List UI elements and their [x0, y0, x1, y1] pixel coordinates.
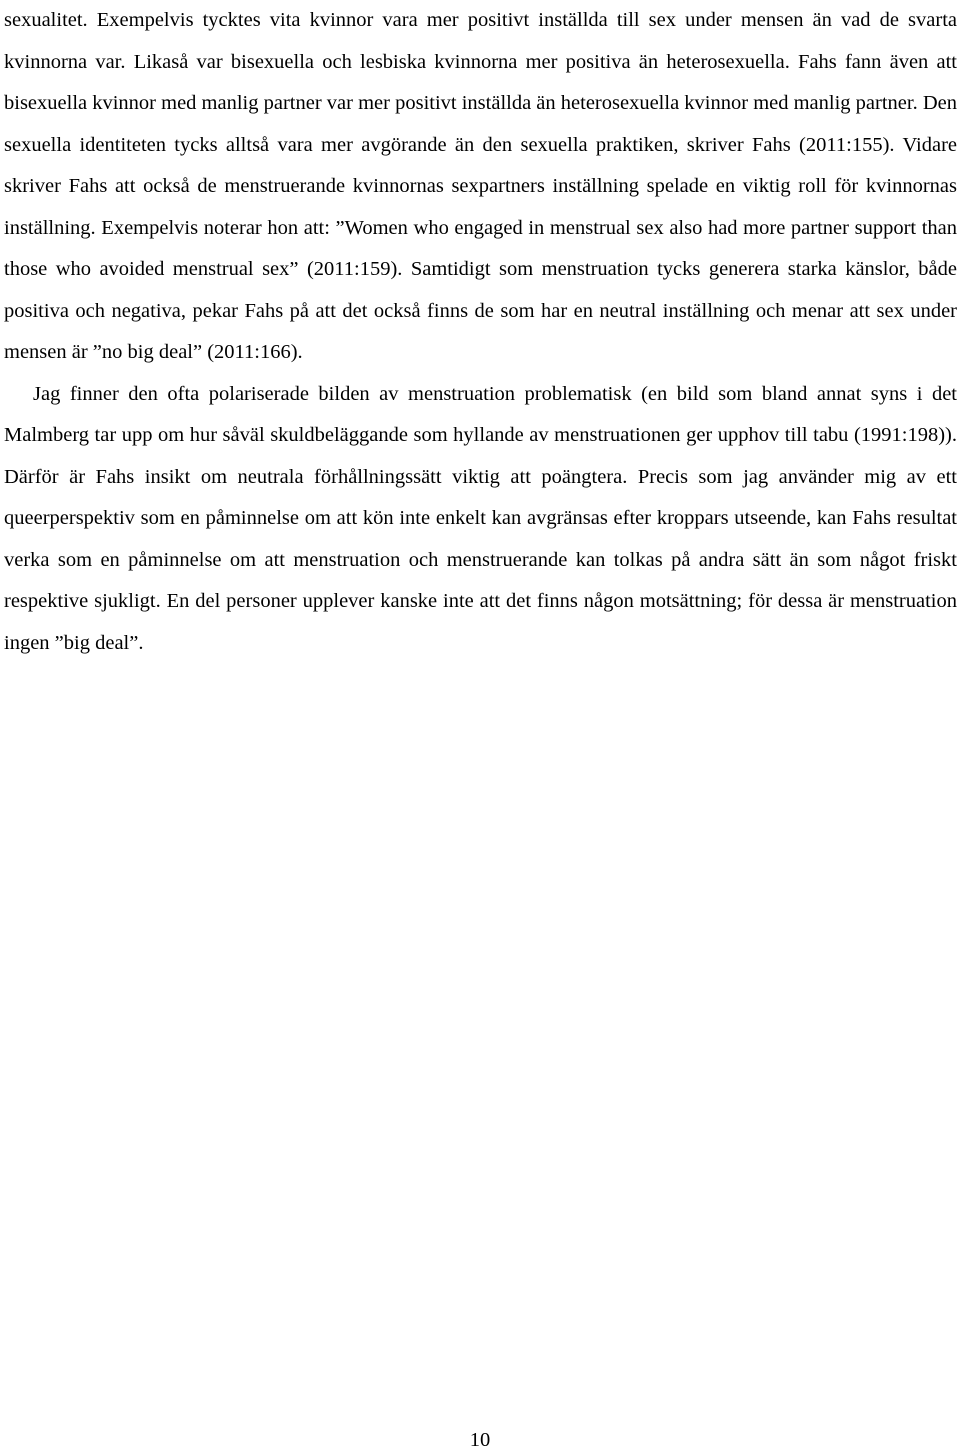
page-body: [4, 0, 957, 664]
body-paragraph: Jag finner den ofta polariserade bilden av menstruation problematisk (en bild som bland annat syns i det Malmberg tar upp om hur såväl skuldbeläggande som hyllande av menstruationen ger upphov till tabu (1991:198)). Därför är Fahs insikt om neutrala förhållningssätt viktig att poängtera. Precis som jag använder mig av ett queerperspektiv som en påminnelse om att kön inte enkelt kan avgränsas efter kroppars utseende, kan Fahs resultat verka som en påminnelse om att menstruation och menstruerande kan tolkas på andra sätt än som något friskt respektive sjukligt. En del personer upplever kanske inte att det finns någon motsättning; för dessa är menstruation ingen ”big deal”.: [4, 382, 957, 654]
body-paragraph: sexualitet. Exempelvis tycktes vita kvinnor vara mer positivt inställda till sex under mensen än vad de svarta kvinnorna var. Likaså var bisexuella och lesbiska kvinnorna mer positiva än heterosexuella. Fahs fann även att bisexuella kvinnor med manlig partner var mer positivt inställda än heterosexuella kvinnor med manlig partner. Den sexuella identiteten tycks alltså vara mer avgörande än den sexuella praktiken, skriver Fahs (2011:155). Vidare skriver Fahs att också de menstruerande kvinnornas sexpartners inställning spelade en viktig roll för kvinnornas inställning. Exempelvis noterar hon att: ”Women who engaged in menstrual sex also had more partner support than those who avoided menstrual sex” (2011:159). Samtidigt som menstruation tycks generera starka känslor, både positiva och negativa, pekar Fahs på att det också finns de som har en neutral inställning och menar att sex under mensen är ”no big deal” (2011:166).: [4, 9, 957, 363]
page-number: 10: [469, 1429, 491, 1451]
